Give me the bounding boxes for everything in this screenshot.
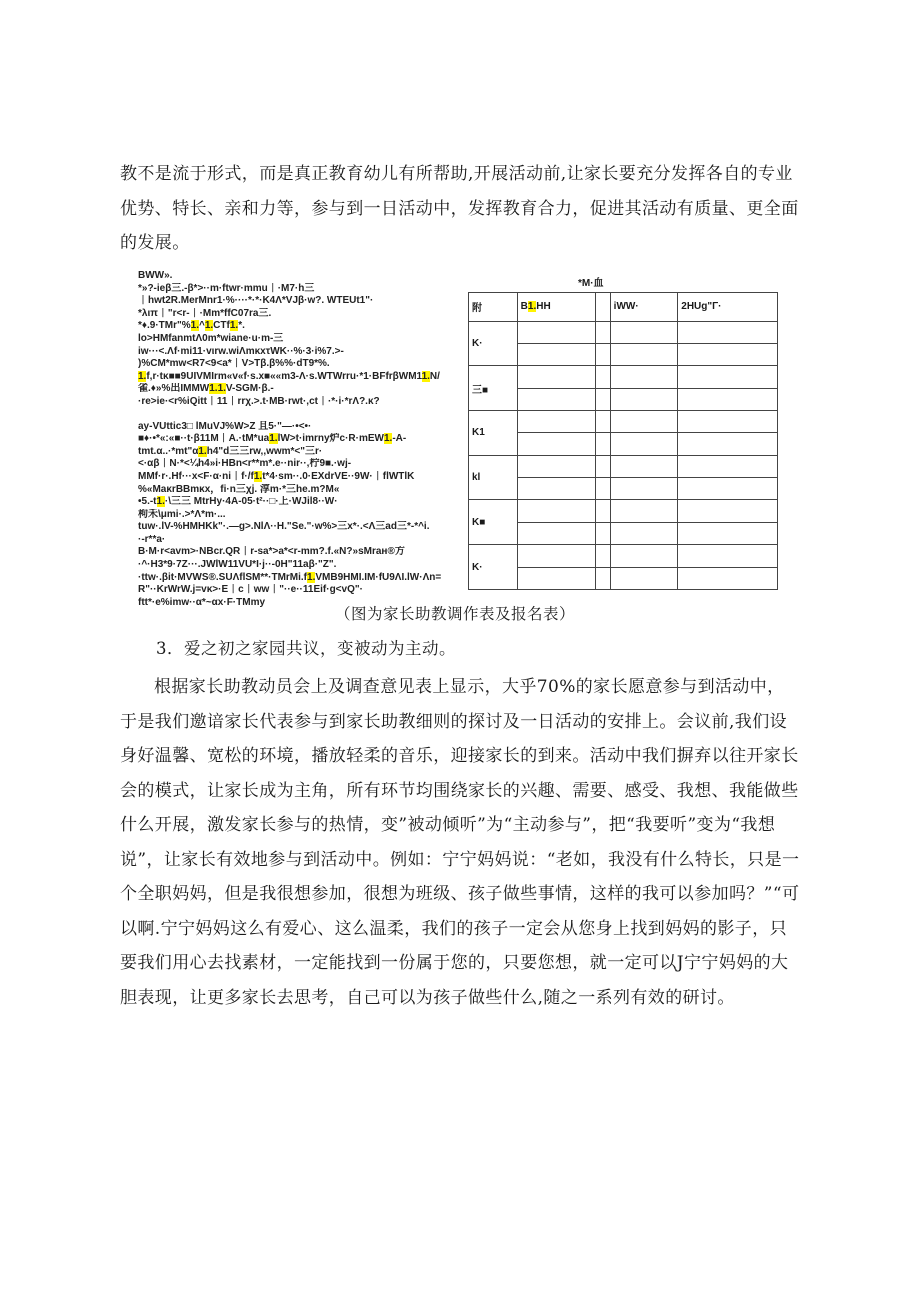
scan-line: ·^·H3*9·7Z···.JWlW11VU*I·j··-0H"11aβ·"Z".	[138, 559, 337, 571]
table-header-cell: iWW·	[610, 293, 678, 322]
table-row	[469, 411, 778, 433]
scan-line: *»?-ieβ三.-β*>··m·ftwr·mmu｜·M7·h三	[138, 282, 315, 294]
table-cell	[595, 545, 610, 567]
scan-line: *λιπ｜"r<r-｜·Mm*ffC07ra三.	[138, 307, 272, 319]
table-cell	[517, 388, 595, 410]
scan-line: •5.-t1.·\三三 MtrHy·4A-05·t²··□·上·WJil8··W·	[138, 496, 338, 508]
table-cell	[595, 388, 610, 410]
table-cell	[610, 321, 678, 343]
table-cell	[595, 567, 610, 589]
scan-line: B·M·r<avm>·NBcr.QR｜r-sa*>a*<r-mm?.f.«N?»sMraн®方	[138, 546, 405, 558]
table-cell	[610, 567, 678, 589]
table-row	[469, 500, 778, 522]
table-cell	[678, 478, 778, 500]
table-cell	[595, 321, 610, 343]
table-cell	[610, 344, 678, 366]
table-header-cell	[595, 293, 610, 322]
table-cell	[678, 321, 778, 343]
table-cell	[595, 433, 610, 455]
table-cell	[595, 478, 610, 500]
table-cell	[517, 433, 595, 455]
table-cell	[595, 411, 610, 433]
table-cell	[517, 500, 595, 522]
table-cell	[610, 388, 678, 410]
scan-line: 1.f,r·tκ■■9UIVMIrm«v«f·s.x■««m3-Λ·s.WTWrru·*1·BFfrβWM11.N/	[138, 370, 440, 382]
figure-caption: （图为家长助教调作表及报名表）	[335, 605, 576, 623]
table-cell	[517, 344, 595, 366]
table-row-label: 三■	[469, 366, 518, 411]
table-cell	[517, 366, 595, 388]
scan-line: tuw·.lV-%HMHKk"·.—g>.NlΛ··H."Se."·w%>三x*·.<Λ三ad三*-*^i.	[138, 521, 430, 533]
scan-line: %«MaκrBBmκx，fi·n三χj. 淳m·*三he.m?M«	[138, 483, 340, 495]
table-cell	[610, 455, 678, 477]
table-row	[469, 545, 778, 567]
table-cell	[678, 545, 778, 567]
table-cell	[678, 411, 778, 433]
table-cell	[595, 500, 610, 522]
scan-line: BWW».	[138, 270, 173, 281]
table-cell	[517, 321, 595, 343]
table-cell	[610, 522, 678, 544]
scan-line: )%CM*mw<R7<9<a*｜V>Tβ.β%%·dT9*%.	[138, 358, 330, 370]
table-header-cell: B1.HH	[517, 293, 595, 322]
table-cell	[517, 455, 595, 477]
survey-form-scan	[138, 270, 468, 609]
table-row-label: K1	[469, 411, 518, 456]
scan-line: 枸禾\μmi·.>*Λ*m·...	[138, 508, 226, 520]
scan-line	[138, 409, 468, 421]
intro-paragraph: 教不是流于形式，而是真正教育幼儿有所帮助,开展活动前,让家长要充分发挥各自的专业优势、特长、亲和力等，参与到一日活动中，发挥教育合力，促进其活动有质量、更全面的发展。	[120, 164, 799, 253]
scan-line: R"··KrWrW.j=vκ>·E｜c｜ww｜"··e··11Eif·g<vQ"·	[138, 584, 363, 596]
table-row-label: kl	[469, 455, 518, 500]
scan-line: ·re>ie·<r%iQitt｜11｜rrχ.>.t·MB·rwt·,ct｜·*·i·*rΛ?.κ?	[138, 395, 380, 407]
signup-table	[468, 292, 778, 590]
scan-line: ｜hwt2R.MerMnr1·%····*·*·K4Λ*VJβ·w?. WTEUt1"·	[138, 295, 374, 307]
table-cell	[678, 500, 778, 522]
table-cell	[595, 366, 610, 388]
table-cell	[595, 344, 610, 366]
table-cell	[678, 455, 778, 477]
table-cell	[678, 344, 778, 366]
table-cell	[595, 522, 610, 544]
scan-line: ■♦·•*«:«■··t·β11M｜A.·tM*ua1.lW>t·imrny炉c·R·mEW1.-A-	[138, 433, 407, 445]
body-paragraph: 根据家长助教动员会上及调查意见表上显示，大乎70%的家长愿意参与到活动中，于是我们邀谙家长代表参与到家长助教细则的探讨及一日活动的安排上。会议前,我们设身好温馨、宽松的环境，播放轻柔的音乐，迎接家长的到来。活动中我们摒弃以往开家长会的模式，让家长成为主角，所有环节均围绕家长的兴趣、需要、感受、我想、我能做些什么开展，激发家长参与的热情，变”被动倾听”为“主动参与”，把“我要听”变为“我想说”，让家长有效地参与到活动中。例如：宁宁妈妈说：“老如，我没有什么特长，只是一个全职妈妈，但是我很想参加，很想为班级、孩子做些事情，这样的我可以参加吗？”“可以啊.宁宁妈妈这么有爱心、这么温柔，我们的孩子一定会从您身上找到妈妈的影子，只要我们用心去找素材，一定能找到一份属于您的，只要您想，就一定可以J宁宁妈妈的大胆表现，让更多家长去思考，自己可以为孩子做些什么,随之一系列有效的研讨。	[120, 677, 800, 1008]
table-row-label: K■	[469, 500, 518, 545]
scan-line: ftt*·e%imw··α*~αx·F·TMmy	[138, 596, 266, 608]
scan-line: *♦.9·TMr"%1.^1.CTf1.*.	[138, 320, 245, 332]
table-cell	[678, 366, 778, 388]
table-cell	[678, 388, 778, 410]
section-heading: 3．爱之初之家园共议，变被动为主动。	[156, 639, 456, 658]
table-header-row	[469, 293, 778, 322]
table-cell	[610, 366, 678, 388]
scan-line: ·-r**a·	[138, 533, 166, 545]
scan-line: iw···<.Λf·mi11·vιrw.wiΛmκxτWK··%·3·i%7.>-	[138, 345, 344, 357]
scan-line: 雀.♦»%出IMMW1.1.V-SGM·β.-	[138, 383, 274, 395]
scan-line: ay-VUttic3□ lMuVJ%W>Z 且5·"—·•<•·	[138, 420, 312, 432]
scan-line: ·ttw·.βit·MVWS®.SUΛflSM**·TMrMi.f1.VMB9HMI.IM·fU9ΛI.lW·Λn=	[138, 571, 442, 583]
table-cell	[517, 478, 595, 500]
table-cell	[610, 478, 678, 500]
table-row	[469, 366, 778, 388]
table-cell	[517, 567, 595, 589]
scan-line: MMf·r·.Hf···x<F·α·ni｜f·/f1.t*4·sm··.0·EXdrVE··9W·｜flWTlK	[138, 470, 415, 482]
table-title: *M·血	[578, 278, 604, 289]
table-row	[469, 455, 778, 477]
table-cell	[610, 545, 678, 567]
table-cell	[517, 545, 595, 567]
table-cell	[610, 433, 678, 455]
table-row	[469, 321, 778, 343]
table-row-label: K·	[469, 321, 518, 366]
table-header-cell: 附	[469, 293, 518, 322]
table-cell	[678, 567, 778, 589]
scan-line: tmt.α..·*mt"α1.h4"d三三rw,,wwm*<"三r·	[138, 445, 323, 457]
figure-image	[138, 270, 788, 608]
scan-line: lo>HMfanmtΛ0m*wiane·u·m-三	[138, 332, 284, 344]
scan-line: <·αβ｜N·*<¼h4»i·HBn<r**m*.e··nir··,柠9■.·wj-	[138, 458, 352, 470]
table-row-label: K·	[469, 545, 518, 590]
table-cell	[610, 500, 678, 522]
table-header-cell: 2HUg"Γ·	[678, 293, 778, 322]
table-cell	[678, 433, 778, 455]
table-cell	[678, 522, 778, 544]
table-cell	[517, 411, 595, 433]
table-cell	[610, 411, 678, 433]
table-cell	[517, 522, 595, 544]
table-cell	[595, 455, 610, 477]
